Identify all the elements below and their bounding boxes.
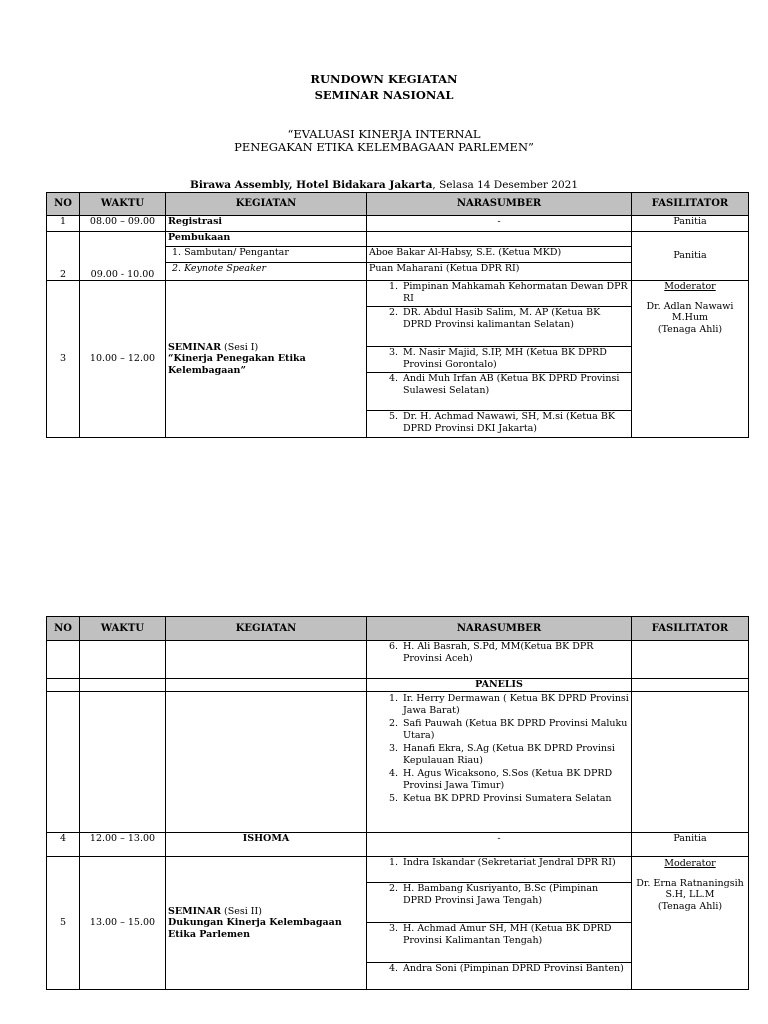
row-fasilitator [632, 857, 749, 990]
document-title: RUNDOWN KEGIATAN [310, 72, 458, 86]
header-narasumber: NARASUMBER [367, 617, 632, 641]
moderator-role: (Tenaga Ahli) [657, 323, 723, 335]
table-row [47, 281, 749, 307]
row-no: 3 [47, 281, 80, 438]
venue-line [0, 178, 768, 192]
row-kegiatan: Registrasi [166, 216, 367, 232]
moderator-role: (Tenaga Ahli) [657, 900, 723, 912]
moderator-name: Dr. Erna Ratnaningsih S.H, LL.M [636, 877, 744, 900]
row-no: 5 [47, 857, 80, 990]
document-subtitle: SEMINAR NASIONAL [314, 88, 454, 102]
row-no: 2 [47, 232, 80, 281]
row-no: 4 [47, 833, 80, 857]
panelist-item: 1. Ir. Herry Dermawan ( Ketua BK DPRD Provinsi Jawa Barat) [389, 693, 629, 716]
header-fasilitator: FASILITATOR [632, 193, 749, 216]
row-fasilitator: Panitia [632, 216, 749, 232]
panelist-item: 4. H. Agus Wicaksono, S.Sos (Ketua BK DPRD Provinsi Jawa Timur) [389, 768, 613, 791]
speaker-item: 4. Andi Muh Irfan AB (Ketua BK DPRD Provinsi Sulawesi Selatan) [367, 373, 632, 411]
row-kegiatan [166, 857, 367, 990]
panelist-list [367, 692, 632, 833]
speaker-item: 6. H. Ali Basrah, S.Pd, MM(Ketua BK DPR Provinsi Aceh) [367, 641, 632, 679]
row-narasumber: - [367, 833, 632, 857]
row-kegiatan [166, 281, 367, 438]
speaker-item: 1. Pimpinan Mahkamah Kehormatan Dewan DPR RI [367, 281, 632, 307]
row-kegiatan: Pembukaan [166, 232, 367, 247]
speaker-item: 4. Andra Soni (Pimpinan DPRD Provinsi Banten) [367, 963, 632, 990]
row-waktu: 08.00 – 09.00 [80, 216, 166, 232]
panelis-heading: PANELIS [367, 679, 632, 692]
header-fasilitator: FASILITATOR [632, 617, 749, 641]
row-fasilitator: Panitia [632, 833, 749, 857]
theme-line-2: PENEGAKAN ETIKA KELEMBAGAAN PARLEMEN” [234, 140, 534, 154]
speaker-item: 3. M. Nasir Majid, S.IP, MH (Ketua BK DPRD Provinsi Gorontalo) [367, 347, 632, 373]
table-row [47, 692, 749, 833]
speaker-item: 3. H. Achmad Amur SH, MH (Ketua BK DPRD Provinsi Kalimantan Tengah) [367, 923, 632, 963]
row-no: 1 [47, 216, 80, 232]
table-header-row [47, 617, 749, 641]
row-waktu: 10.00 – 12.00 [80, 281, 166, 438]
row-fasilitator [632, 281, 749, 438]
panelist-item: 5. Ketua BK DPRD Provinsi Sumatera Selatan [389, 793, 612, 804]
session-title: Dukungan Kinerja Kelembagaan Etika Parlemen [168, 917, 342, 940]
session-label: SEMINAR (Sesi I) [168, 341, 259, 353]
row-narasumber: Puan Maharani (Ketua DPR RI) [367, 263, 632, 281]
session-label: SEMINAR (Sesi II) [168, 905, 263, 917]
table-row [47, 216, 749, 232]
row-kegiatan-sub: 1. Sambutan/ Pengantar [166, 247, 367, 263]
panelist-item: 3. Hanafi Ekra, S.Ag (Ketua BK DPRD Provinsi Kepulauan Riau) [389, 743, 615, 766]
header-no: NO [47, 617, 80, 641]
row-narasumber: - [367, 216, 632, 232]
speaker-item: 2. H. Bambang Kusriyanto, B.Sc (Pimpinan DPRD Provinsi Jawa Tengah) [367, 883, 632, 923]
row-narasumber: Aboe Bakar Al-Habsy, S.E. (Ketua MKD) [367, 247, 632, 263]
row-waktu: 09.00 - 10.00 [80, 232, 166, 281]
venue-date: , Selasa 14 Desember 2021 [432, 179, 578, 191]
row-narasumber [367, 232, 632, 247]
moderator-label: Moderator [664, 281, 716, 292]
moderator-label: Moderator [664, 858, 716, 869]
speaker-item: 2. DR. Abdul Hasib Salim, M. AP (Ketua BK DPRD Provinsi kalimantan Selatan) [367, 307, 632, 347]
row-waktu: 12.00 – 13.00 [80, 833, 166, 857]
header-narasumber: NARASUMBER [367, 193, 632, 216]
panelist-item: 2. Safi Pauwah (Ketua BK DPRD Provinsi Maluku Utara) [389, 718, 628, 741]
header-waktu: WAKTU [80, 193, 166, 216]
venue-name: Birawa Assembly, Hotel Bidakara Jakarta [189, 179, 433, 191]
header-kegiatan: KEGIATAN [166, 193, 367, 216]
row-waktu: 13.00 – 15.00 [80, 857, 166, 990]
table-row [47, 857, 749, 883]
row-kegiatan: ISHOMA [166, 833, 367, 857]
moderator-name: Dr. Adlan Nawawi M.Hum [646, 300, 734, 323]
session-title: “Kinerja Penegakan Etika Kelembagaan” [168, 353, 306, 376]
table-row [47, 679, 749, 692]
table-row [47, 641, 749, 679]
header-waktu: WAKTU [80, 617, 166, 641]
rundown-table-page2 [46, 616, 749, 990]
row-fasilitator: Panitia [632, 232, 749, 281]
table-header-row [47, 193, 749, 216]
header-no: NO [47, 193, 80, 216]
theme-line-1: “EVALUASI KINERJA INTERNAL [287, 127, 481, 141]
header-kegiatan: KEGIATAN [166, 617, 367, 641]
table-row [47, 833, 749, 857]
speaker-item: 1. Indra Iskandar (Sekretariat Jendral DPR RI) [367, 857, 632, 883]
table-row [47, 232, 749, 247]
rundown-table-page1 [46, 192, 749, 438]
row-kegiatan-sub: 2. Keynote Speaker [166, 263, 367, 281]
speaker-item: 5. Dr. H. Achmad Nawawi, SH, M.si (Ketua BK DPRD Provinsi DKI Jakarta) [367, 411, 632, 438]
